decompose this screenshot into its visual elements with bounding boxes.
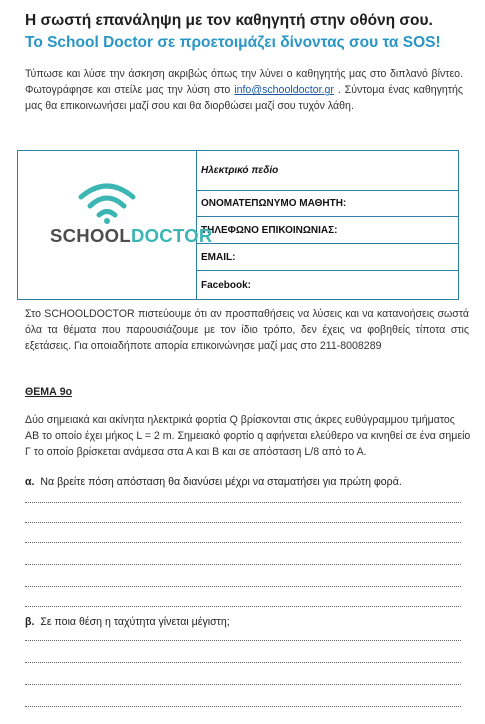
logo-word-doctor: DOCTOR: [130, 225, 213, 246]
answer-line[interactable]: [25, 662, 461, 663]
answer-line[interactable]: [25, 502, 461, 503]
answer-line[interactable]: [25, 706, 461, 707]
about-paragraph: Στο SCHOOLDOCTOR πιστεύουμε ότι αν προσπαθήσεις να λύσεις και να κατανοήσεις σωστά όλα τα θέματα που παρουσιάζουμε με τον ίδιο τρόπο, δεν έχεις να φοβηθείς τίποτα στις εξετάσεις. Για οποιαδήποτε απορία επικοινώνησε μαζί μας στο 211-8008289: [25, 308, 469, 352]
intro-paragraph: [25, 66, 463, 114]
question-text: Να βρείτε πόση απόσταση θα διανύσει μέχρι να σταματήσει για πρώτη φορά.: [40, 476, 402, 488]
schooldoctor-logo: [22, 151, 213, 299]
intro-text-after: . Σύντομα ένας καθηγητής μας θα επικοινωνήσει μαζί σου και θα διορθώσει μαζί σου τυχόν λάθη.: [25, 84, 463, 112]
question-label: α.: [25, 476, 35, 488]
wifi-signal-icon: [77, 181, 137, 225]
facebook-field[interactable]: Facebook:: [197, 271, 459, 300]
question-a: [25, 476, 402, 488]
answer-line[interactable]: [25, 606, 461, 607]
phone-field[interactable]: ΤΗΛΕΦΩΝΟ ΕΠΙΚΟΙΝΩΝΙΑΣ:: [197, 217, 459, 244]
answer-line[interactable]: [25, 522, 461, 523]
logo-cell: [18, 151, 213, 300]
email-link[interactable]: info@schooldoctor.gr: [234, 84, 334, 96]
intro-text-before: Τύπωσε και λύσε την άσκηση ακριβώς όπως την λύνει ο καθηγητής μας στο διπλανό βίντεο. Φωτογράφησε και στείλε μας την λύση στο: [25, 68, 463, 96]
answer-line[interactable]: [25, 684, 461, 685]
answer-line[interactable]: [25, 564, 461, 565]
answer-line[interactable]: [25, 586, 461, 587]
answer-line[interactable]: [25, 640, 461, 641]
problem-statement: Δύο σημειακά και ακίνητα ηλεκτρικά φορτία Q βρίσκονται στις άκρες ευθύγραμμου τμήματος ΑΒ το οποίο έχει μήκος L = 2 m. Σημειακό φορτίο q αφήνεται ελεύθερο να κινηθεί σε ένα σημείο Γ το οποίο βρίσκεται ανάμεσα στα Α και Β και σε απόσταση L/8 από το Α.: [25, 414, 471, 458]
logo-word-school: SCHOOL: [50, 225, 131, 246]
question-b: [25, 616, 230, 628]
email-field[interactable]: EMAIL:: [197, 244, 459, 271]
question-label: β.: [25, 616, 35, 628]
page-subtitle: Το School Doctor σε προετοιμάζει δίνοντας σου τα SOS!: [25, 34, 441, 51]
theme-heading: ΘΕΜΑ 9ο: [25, 386, 73, 398]
page-title: Η σωστή επανάληψη με τον καθηγητή στην οθόνη σου.: [25, 12, 433, 29]
student-info-table: [17, 150, 459, 300]
question-text: Σε ποια θέση η ταχύτητα γίνεται μέγιστη;: [40, 616, 230, 628]
student-name-field[interactable]: ΟΝΟΜΑΤΕΠΩΝΥΜΟ ΜΑΘΗΤΗ:: [197, 190, 459, 217]
answer-line[interactable]: [25, 542, 461, 543]
topic-cell: Ηλεκτρικό πεδίο: [197, 151, 459, 191]
logo-wordmark: [50, 225, 213, 247]
